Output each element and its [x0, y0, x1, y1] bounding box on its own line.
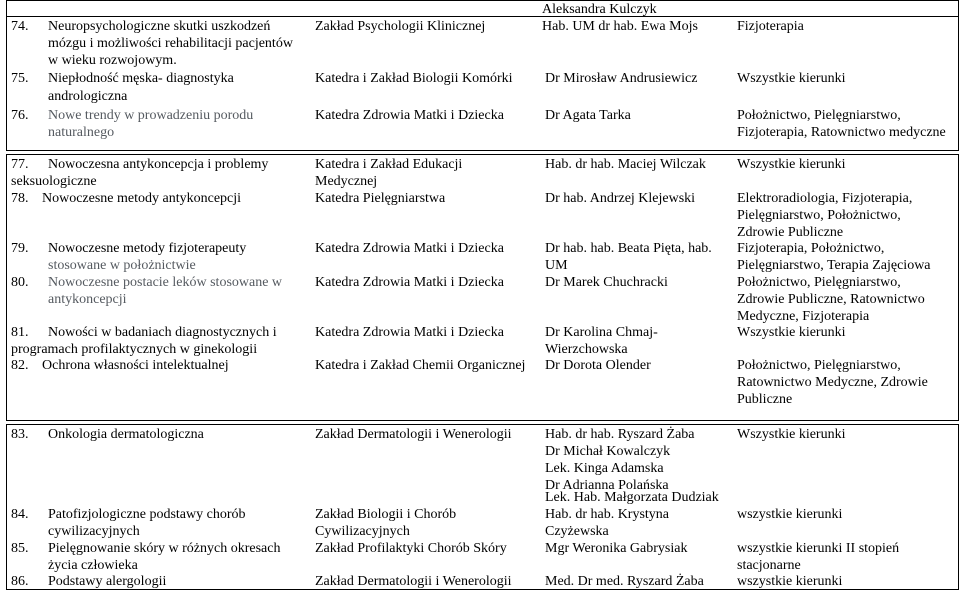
table-line-left-2 — [6, 154, 7, 421]
field-cell: Wszystkie kierunki — [737, 157, 846, 172]
supervisor-cell: Mgr Weronika Gabrysiak — [545, 541, 688, 556]
topic-line: w wieku rozwojowym. — [48, 53, 177, 68]
unit-cell: Katedra Zdrowia Matki i Dziecka — [315, 241, 504, 256]
topic-line: naturalnego — [48, 125, 115, 140]
table-line-right-3 — [958, 424, 959, 590]
row-number: 78. — [11, 191, 29, 206]
field-line: Fizjoterapia, Ratownictwo medyczne — [737, 125, 946, 140]
topic-line: mózgu i możliwości rehabilitacji pacjentów — [48, 36, 293, 51]
unit-line: Medycznej — [315, 174, 378, 189]
row-number: 80. — [11, 275, 29, 290]
topic-line: seksuologiczne — [11, 174, 97, 189]
topic-cell: Onkologia dermatologiczna — [48, 427, 204, 442]
unit-line: Zakład Biologii i Chorób — [315, 507, 457, 522]
table-line-left-3 — [6, 424, 7, 590]
supervisor-line: Dr Adrianna Polańska — [545, 478, 669, 493]
table-line-mid — [6, 150, 959, 151]
table-line-right-1 — [958, 0, 959, 151]
table-line-lower — [6, 420, 959, 421]
unit-cell: Katedra Zdrowia Matki i Dziecka — [315, 275, 504, 290]
unit-line: Cywilizacyjnych — [315, 524, 410, 539]
supervisor-line: Dr Karolina Chmaj- — [545, 325, 658, 340]
field-line: Zdrowie Publiczne — [737, 225, 844, 240]
supervisor-cell: Hab. UM dr hab. Ewa Mojs — [542, 19, 698, 34]
supervisor-line: Dr hab. hab. Beata Pięta, hab. — [545, 241, 712, 256]
unit-cell: Katedra i Zakład Chemii Organicznej — [315, 358, 526, 373]
topic-line: andrologiczna — [48, 89, 128, 104]
supervisor-line: Wierzchowska — [545, 342, 628, 357]
row-number: 83. — [11, 427, 29, 442]
topic-line: Nowoczesna antykoncepcja i problemy — [48, 157, 269, 172]
field-line: stacjonarne — [737, 558, 801, 573]
field-line: Fizjoterapia, Położnictwo, — [737, 241, 885, 256]
field-cell: wszystkie kierunki — [737, 507, 843, 522]
table-line-right-2 — [958, 154, 959, 421]
field-line: Położnictwo, Pielęgniarstwo, — [737, 358, 901, 373]
topic-line: programach profilaktycznych w ginekologii — [11, 342, 258, 357]
supervisor-cell: Dr Mirosław Andrusiewicz — [545, 71, 698, 86]
field-line: Ratownictwo Medyczne, Zdrowie — [737, 375, 928, 390]
field-line: Elektroradiologia, Fizjoterapia, — [737, 191, 913, 206]
topic-line: Pielęgnowanie skóry w różnych okresach — [48, 541, 281, 556]
row-number: 77. — [11, 157, 29, 172]
field-line: Położnictwo, Pielęgniarstwo, — [737, 275, 901, 290]
row-number: 82. — [11, 358, 29, 373]
field-line: Zdrowie Publiczne, Ratownictwo — [737, 292, 925, 307]
topic-line: Nowoczesne postacie leków stosowane w — [48, 275, 283, 290]
topic-line: Nowoczesne metody fizjoterapeuty — [48, 241, 247, 256]
row-number: 84. — [11, 507, 29, 522]
supervisor-line: Czyżewska — [545, 524, 609, 539]
unit-cell: Zakład Psychologii Klinicznej — [315, 19, 486, 34]
supervisor-cell: Med. Dr med. Ryszard Żaba — [545, 574, 704, 589]
supervisor-line: Lek. Kinga Adamska — [545, 461, 664, 476]
unit-cell: Zakład Dermatologii i Wenerologii — [315, 574, 512, 589]
supervisor-line: UM — [545, 258, 568, 273]
top-author-cell: Aleksandra Kulczyk — [542, 2, 657, 17]
supervisor-cell: Dr Agata Tarka — [545, 108, 631, 123]
row-number: 76. — [11, 108, 29, 123]
topic-line: Nowości w badaniach diagnostycznych i — [48, 325, 277, 340]
supervisor-line: Dr Michał Kowalczyk — [545, 444, 671, 459]
table-line-left-1 — [6, 0, 7, 151]
table-line-top-2 — [6, 16, 959, 17]
topic-line: Patofizjologiczne podstawy chorób — [48, 507, 246, 522]
supervisor-cell: Dr hab. Andrzej Klejewski — [545, 191, 696, 206]
field-line: Pielęgniarstwo, Terapia Zajęciowa — [737, 258, 931, 273]
supervisor-line: Hab. dr hab. Ryszard Żaba — [545, 427, 695, 442]
unit-cell: Zakład Dermatologii i Wenerologii — [315, 427, 512, 442]
field-line: Pielęgniarstwo, Położnictwo, — [737, 208, 901, 223]
table-line-lower-2 — [6, 424, 959, 425]
topic-cell: Ochrona własności intelektualnej — [42, 358, 229, 373]
row-number: 81. — [11, 325, 29, 340]
unit-line: Katedra i Zakład Edukacji — [315, 157, 463, 172]
row-number: 79. — [11, 241, 29, 256]
topic-line: cywilizacyjnych — [48, 524, 140, 539]
supervisor-cell: Hab. dr hab. Maciej Wilczak — [545, 157, 706, 172]
topic-line: stosowane w położnictwie — [48, 258, 196, 273]
unit-cell: Katedra i Zakład Biologii Komórki — [315, 71, 513, 86]
unit-cell: Katedra Pielęgniarstwa — [315, 191, 446, 206]
field-line: Medyczne, Fizjoterapia — [737, 309, 870, 324]
row-number: 74. — [11, 19, 29, 34]
topic-line: życia człowieka — [48, 558, 138, 573]
row-number: 85. — [11, 541, 29, 556]
topic-cell: Podstawy alergologii — [48, 574, 167, 589]
table-line-top — [6, 0, 959, 1]
field-line: Publiczne — [737, 392, 793, 407]
unit-cell: Katedra Zdrowia Matki i Dziecka — [315, 325, 504, 340]
row-number: 75. — [11, 71, 29, 86]
supervisor-cell: Dr Dorota Olender — [545, 358, 651, 373]
field-cell: Wszystkie kierunki — [737, 325, 846, 340]
field-cell: Fizjoterapia — [737, 19, 804, 34]
unit-cell: Katedra Zdrowia Matki i Dziecka — [315, 108, 504, 123]
table-line-mid-2 — [6, 154, 959, 155]
topic-cell: Nowoczesne metody antykoncepcji — [42, 191, 242, 206]
supervisor-cell: Dr Marek Chuchracki — [545, 275, 668, 290]
row-number: 86. — [11, 574, 29, 589]
field-line: wszystkie kierunki II stopień — [737, 541, 900, 556]
field-cell: Wszystkie kierunki — [737, 71, 846, 86]
unit-cell: Zakład Profilaktyki Chorób Skóry — [315, 541, 507, 556]
topic-line: Nowe trendy w prowadzeniu porodu — [48, 108, 254, 123]
supervisor-line: Lek. Hab. Małgorzata Dudziak — [545, 490, 719, 505]
supervisor-line: Hab. dr hab. Krystyna — [545, 507, 670, 522]
field-cell: wszystkie kierunki — [737, 574, 843, 589]
field-line: Położnictwo, Pielęgniarstwo, — [737, 108, 901, 123]
field-cell: Wszystkie kierunki — [737, 427, 846, 442]
topic-line: antykoncepcji — [48, 292, 127, 307]
topic-line: Niepłodność męska- diagnostyka — [48, 71, 234, 86]
topic-line: Neuropsychologiczne skutki uszkodzeń — [48, 19, 271, 34]
